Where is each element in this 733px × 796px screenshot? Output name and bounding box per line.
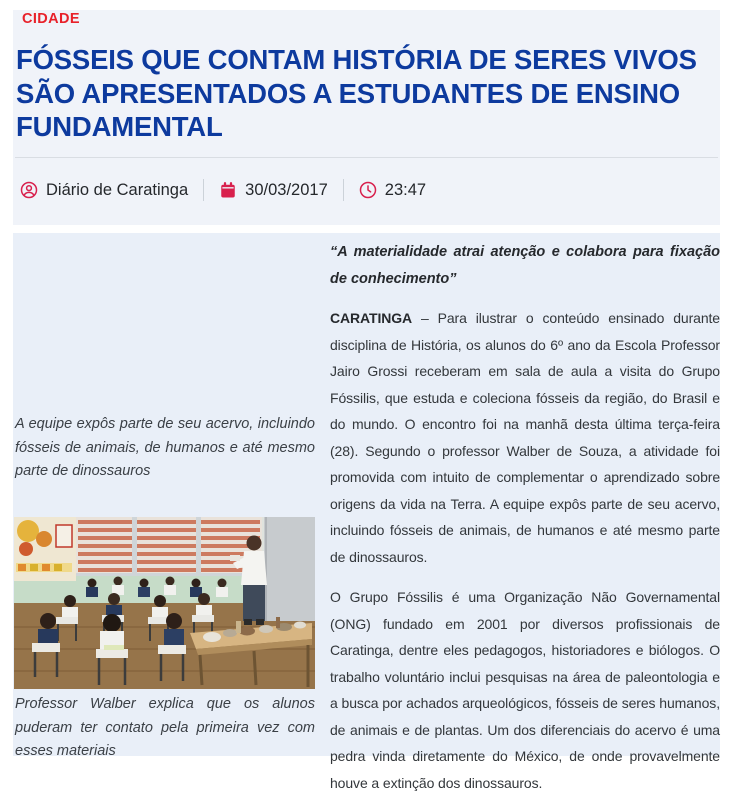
photo-caption-bottom: Professor Walber explica que os alunos puderam ter contato pela primeira vez com esses materiais <box>15 696 315 759</box>
article-title: FÓSSEIS QUE CONTAM HISTÓRIA DE SERES VIVOS SÃO APRESENTADOS A ESTUDANTES DE ENSINO FUNDAMENTAL <box>16 44 697 142</box>
article-text <box>330 233 720 796</box>
classroom-photo-illustration <box>14 517 315 689</box>
time-text: 23:47 <box>384 180 427 199</box>
meta-divider <box>343 179 344 201</box>
meta-time <box>359 181 426 200</box>
meta-author <box>20 181 188 200</box>
category-label[interactable]: CIDADE <box>22 11 80 27</box>
article-photo <box>14 517 315 689</box>
author-icon <box>20 181 38 199</box>
meta-divider <box>203 179 204 201</box>
paragraph-1-lead: CARATINGA <box>330 310 413 326</box>
date-text: 30/03/2017 <box>245 180 328 199</box>
meta-date <box>219 181 328 200</box>
photo-caption-top: A equipe expôs parte de seu acervo, incluindo fósseis de animais, de humanos e até mesmo parte de dinossauros <box>15 416 315 479</box>
article-meta <box>20 177 426 203</box>
clock-icon <box>359 181 377 199</box>
paragraph-1-body: – Para ilustrar o conteúdo ensinado durante disciplina de História, os alunos do 6º ano da Escola Professor Jairo Grossi receberam em sala de aula a visita do Grupo Fóssilis, que estuda e coleciona fósseis da região, do Brasil e do mundo. O encontro foi na manhã desta última terça-feira (28). Segundo o professor Walber de Souza, a atividade foi promovida com intuito de complementar o aprendizado sobre origens da vida na Terra. A equipe expôs parte de seu acervo, incluindo fósseis de animais, de humanos e até mesmo parte de dinossauros. <box>330 310 720 565</box>
article-quote: “A materialidade atrai atenção e colabora para fixação de conhecimento” <box>330 244 720 287</box>
paragraph-2: O Grupo Fóssilis é uma Organização Não Governamental (ONG) fundado em 2001 por diversos profissionais de Caratinga, dentre eles pedagogos, historiadores e biólogos. O trabalho voluntário inclui pesquisas na área de paleontologia e a busca por achados arqueológicos, fósseis de seres humanos, de animais e de plantas. Um dos diferenciais do acervo é uma pedra vinda diretamente do México, de onde provavelmente houve a extinção dos dinossauros. <box>330 589 720 791</box>
calendar-icon <box>219 181 237 199</box>
paragraph-1 <box>330 305 720 570</box>
article-body <box>13 233 720 791</box>
author-name: Diário de Caratinga <box>46 180 189 199</box>
article-header <box>13 10 720 225</box>
header-divider <box>15 157 718 158</box>
